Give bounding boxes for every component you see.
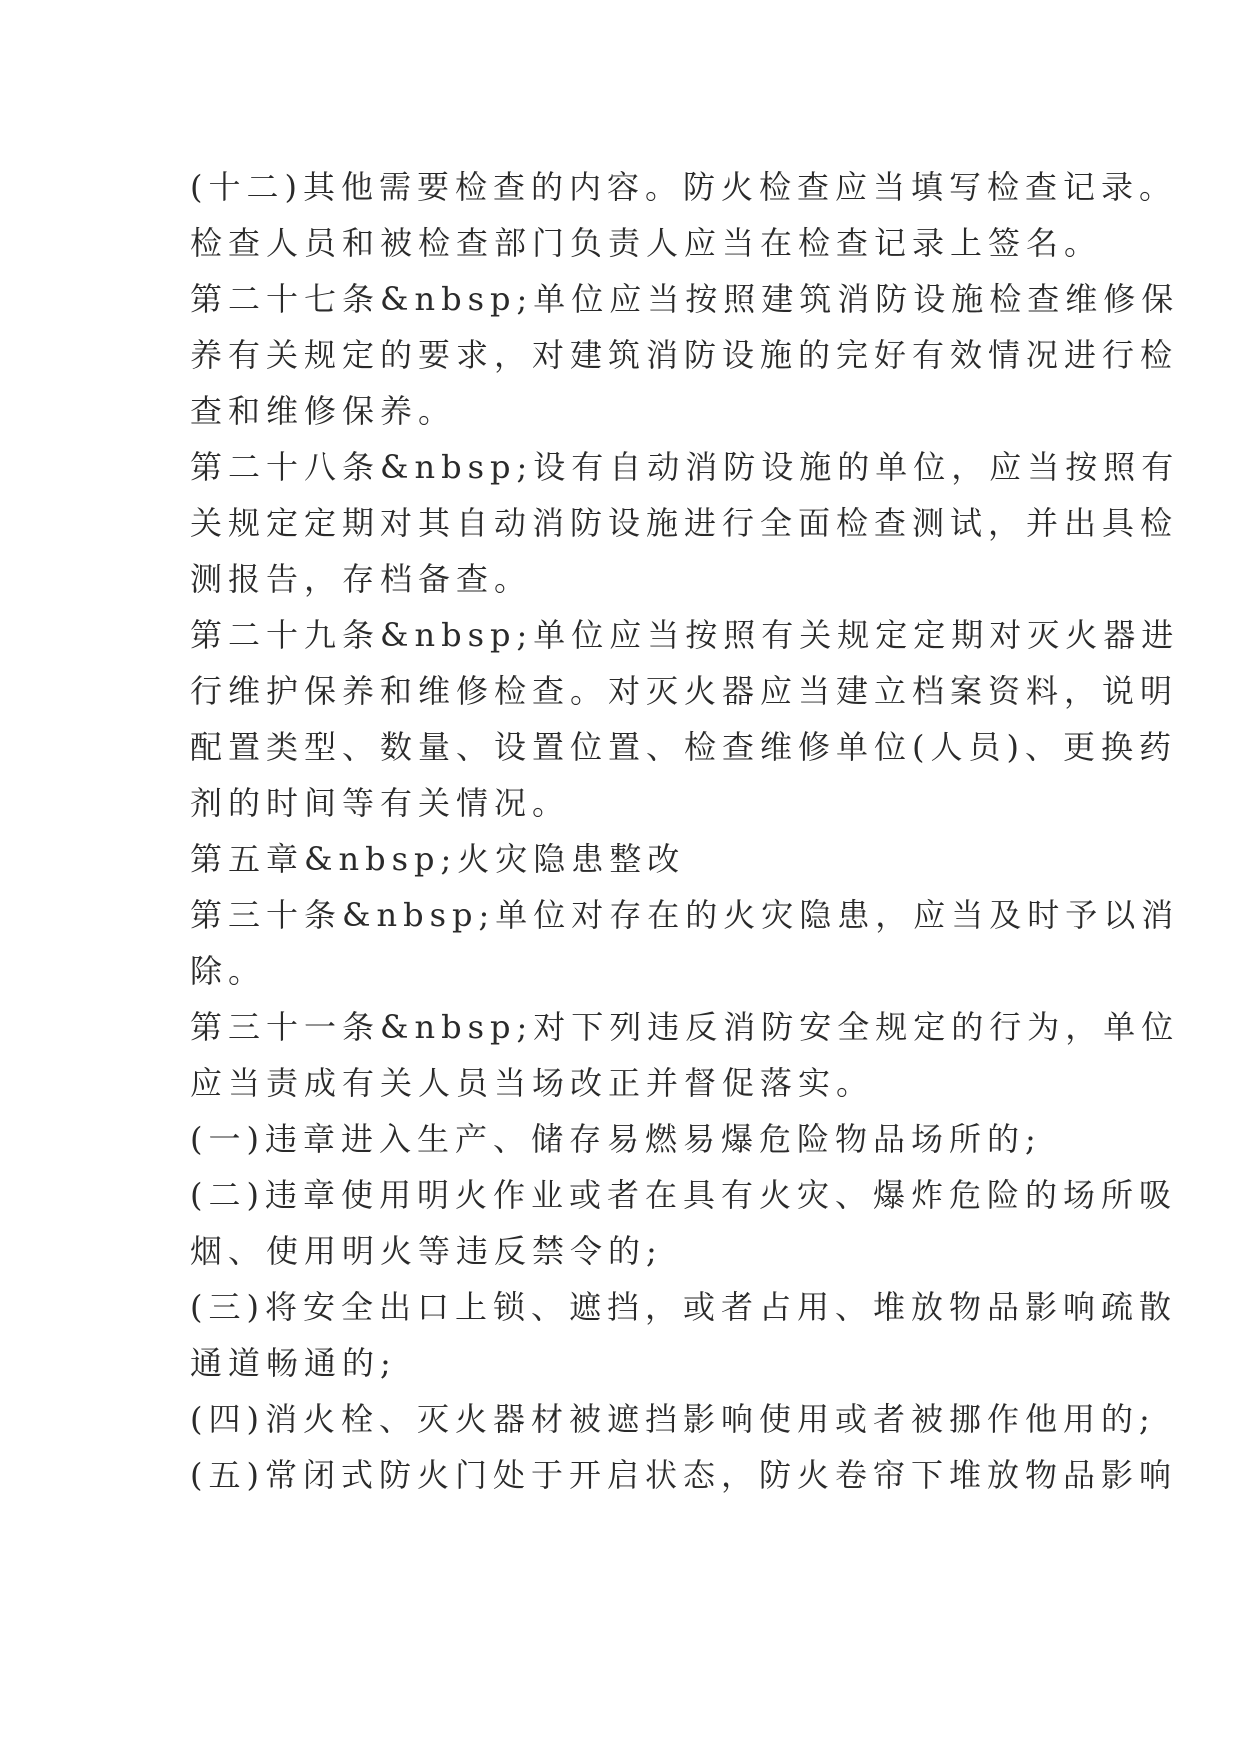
chapter-heading: 第五章&nbsp;火灾隐患整改: [190, 840, 686, 878]
text-line: 测报告，存档备查。: [190, 560, 533, 598]
list-item: (三)将安全出口上锁、遮挡，或者占用、堆放物品影响疏散: [190, 1288, 1177, 1326]
text-line: 检查人员和被检查部门负责人应当在检查记录上签名。: [190, 224, 1103, 262]
text-line: 第二十七条&nbsp;单位应当按照建筑消防设施检查维修保: [190, 280, 1180, 318]
text-line: 行维护保养和维修检查。对灭火器应当建立档案资料，说明: [190, 672, 1179, 710]
text-line: 养有关规定的要求，对建筑消防设施的完好有效情况进行检: [190, 336, 1179, 374]
text-line: (十二)其他需要检查的内容。防火检查应当填写检查记录。: [190, 168, 1177, 206]
text-line: 关规定定期对其自动消防设施进行全面检查测试，并出具检: [190, 504, 1179, 542]
text-line: 配置类型、数量、设置位置、检查维修单位(人员)、更换药: [190, 728, 1177, 766]
text-line: 除。: [190, 952, 267, 990]
list-item: (一)违章进入生产、储存易燃易爆危险物品场所的;: [190, 1120, 1042, 1158]
text-line: 烟、使用明火等违反禁令的;: [190, 1232, 663, 1270]
list-item: (五)常闭式防火门处于开启状态，防火卷帘下堆放物品影响: [190, 1456, 1177, 1494]
text-line: 剂的时间等有关情况。: [190, 784, 571, 822]
list-item: (四)消火栓、灭火器材被遮挡影响使用或者被挪作他用的;: [190, 1400, 1156, 1438]
list-item: (二)违章使用明火作业或者在具有火灾、爆炸危险的场所吸: [190, 1176, 1177, 1214]
text-line: 应当责成有关人员当场改正并督促落实。: [190, 1064, 875, 1102]
text-line: 通道畅通的;: [190, 1344, 397, 1382]
text-line: 第二十九条&nbsp;单位应当按照有关规定定期对灭火器进: [190, 616, 1180, 654]
text-line: 第三十条&nbsp;单位对存在的火灾隐患，应当及时予以消: [190, 896, 1180, 934]
text-line: 查和维修保养。: [190, 392, 457, 430]
text-line: 第二十八条&nbsp;设有自动消防设施的单位，应当按照有: [190, 448, 1180, 486]
text-line: 第三十一条&nbsp;对下列违反消防安全规定的行为，单位: [190, 1008, 1180, 1046]
